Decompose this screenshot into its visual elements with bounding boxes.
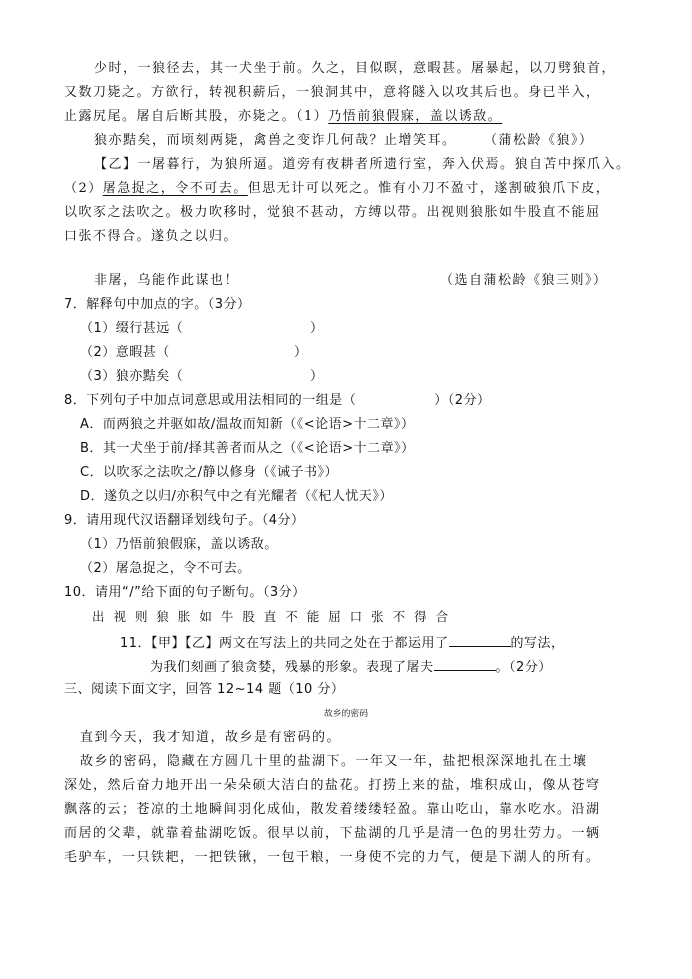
article-p2-line5: 毛驴车，一只铁耙，一把铁锹，一包干粮，一身使不完的力气，便是下湖人的所有。 bbox=[64, 850, 601, 865]
passage1-source: （蒲松龄《狼》） bbox=[484, 133, 594, 148]
article-p2-line3: 飘落的云；苍凉的土地瞬间羽化成仙，散发着缕缕轻盈。靠山吃山，靠水吃水。沿湖 bbox=[64, 802, 601, 817]
passage2-line2 bbox=[64, 180, 610, 198]
passage2-line1: 【乙】一屠暮行，为狼所逼。道旁有夜耕者所遗行室，奔入伏焉。狼自苫中探爪入。 bbox=[94, 157, 631, 172]
q7-item-3-close: ） bbox=[310, 369, 324, 384]
passage1-line2: 又数刀毙之。方欲行，转视积薪后，一狼洞其中，意将隧入以攻其后也。身已半入， bbox=[64, 85, 601, 100]
passage2-line4: 口张不得合。遂负之以归。 bbox=[64, 229, 239, 244]
q7-item-2-close: ） bbox=[294, 345, 308, 360]
q9-sentence-1: （1）乃悟前狼假寐，盖以诱敌。 bbox=[80, 537, 278, 552]
section3-heading: 三、阅读下面文字，回答 12~14 题（10 分） bbox=[64, 682, 345, 697]
q7-item-2: （2）意暇甚（ bbox=[80, 345, 170, 360]
q11-line1-tail: 的写法， bbox=[510, 636, 565, 651]
q7-item-1-close: ） bbox=[310, 321, 324, 336]
underlined-sentence-2: 屠急捉之，令不可去。 bbox=[102, 181, 248, 196]
q9-sentence-2: （2）屠急捉之，令不可去。 bbox=[80, 561, 251, 576]
passage2-line2-text: 但思无计可以死之。惟有小刀不盈寸，遂割破狼爪下皮， bbox=[247, 181, 611, 196]
article-title: 故乡的密码 bbox=[324, 709, 368, 719]
passage2-source: （选自蒲松龄《狼三则》） bbox=[440, 273, 608, 288]
article-p2-line2: 深处，然后奋力地开出一朵朵硕大洁白的盐花。打捞上来的盐，堆积成山，像从苍穹 bbox=[64, 778, 601, 793]
q11-line2 bbox=[150, 656, 552, 677]
q8-stem-text: 8．下列句子中加点词意思或用法相同的一组是（ bbox=[64, 393, 357, 408]
article-p1: 直到今天，我才知道，故乡是有密码的。 bbox=[80, 730, 342, 745]
q8-option-c[interactable]: C．以吹豕之法吹之/静以修身（《诫子书》） bbox=[80, 465, 338, 480]
q8-option-b[interactable]: B．其一犬坐于前/择其善者而从之（《<论语>十二章》） bbox=[80, 441, 415, 456]
passage2-line5: 非屠，乌能作此谋也！ bbox=[94, 273, 240, 288]
article-p2-line1: 故乡的密码，隐藏在方圆几十里的盐湖下。一年又一年，盐把根深深地扎在土壤 bbox=[80, 754, 588, 769]
q11-line1 bbox=[120, 632, 565, 653]
passage2-line3: 以吹豕之法吹之。极力吹移时，觉狼不甚动，方缚以带。出视则狼胀如牛股直不能屈 bbox=[64, 205, 601, 220]
q7-item-3: （3）狼亦黠矣（ bbox=[80, 369, 184, 384]
q10-stem: 10．请用“/”给下面的句子断句。（3分） bbox=[64, 585, 306, 600]
passage2-line2-label: （2） bbox=[64, 181, 103, 196]
q11-line1-text: 11．【甲】【乙】两文在写法上的共同之处在于都运用了 bbox=[120, 636, 449, 651]
article-p2-line4: 而居的父辈，就靠着盐湖吃饭。很早以前，下盐湖的几乎是清一色的男壮劳力。一辆 bbox=[64, 826, 601, 841]
q11-blank-1[interactable] bbox=[449, 632, 511, 647]
q9-stem: 9．请用现代汉语翻译划线句子。（4分） bbox=[64, 513, 305, 528]
passage1-line4: 狼亦黠矣，而顷刻两毙，禽兽之变诈几何哉？止增笑耳。 bbox=[94, 133, 457, 148]
q11-line2-text: 为我们刻画了狼贪婪，残暴的形象。表现了屠夫 bbox=[150, 660, 434, 675]
q8-stem bbox=[64, 392, 491, 410]
passage1-line3-text: 止露尻尾。屠自后断其股，亦毙之。（1） bbox=[64, 109, 329, 124]
q8-option-d[interactable]: D．遂负之以归/亦积气中之有光耀者（《杞人忧天》） bbox=[80, 489, 393, 504]
passage1-line3 bbox=[64, 108, 502, 126]
q8-option-a[interactable]: A．而两狼之并驱如故/温故而知新（《<论语>十二章》） bbox=[80, 417, 415, 432]
q10-sentence: 出 视 则 狼 胀 如 牛 股 直 不 能 屈 口 张 不 得 合 bbox=[92, 609, 451, 624]
q11-blank-2[interactable] bbox=[434, 656, 496, 671]
q7-stem: 7．解释句中加点的字。（3分） bbox=[64, 297, 251, 312]
q8-stem-score: ）（2分） bbox=[434, 393, 491, 408]
q7-item-1: （1）缀行甚远（ bbox=[80, 321, 184, 336]
underlined-sentence-1: 乃悟前狼假寐，盖以诱敌。 bbox=[328, 109, 503, 124]
passage1-line1: 少时，一狼径去，其一犬坐于前。久之，目似瞑，意暇甚。屠暴起，以刀劈狼首， bbox=[94, 61, 617, 76]
q11-line2-tail: 。（2分） bbox=[495, 660, 552, 675]
